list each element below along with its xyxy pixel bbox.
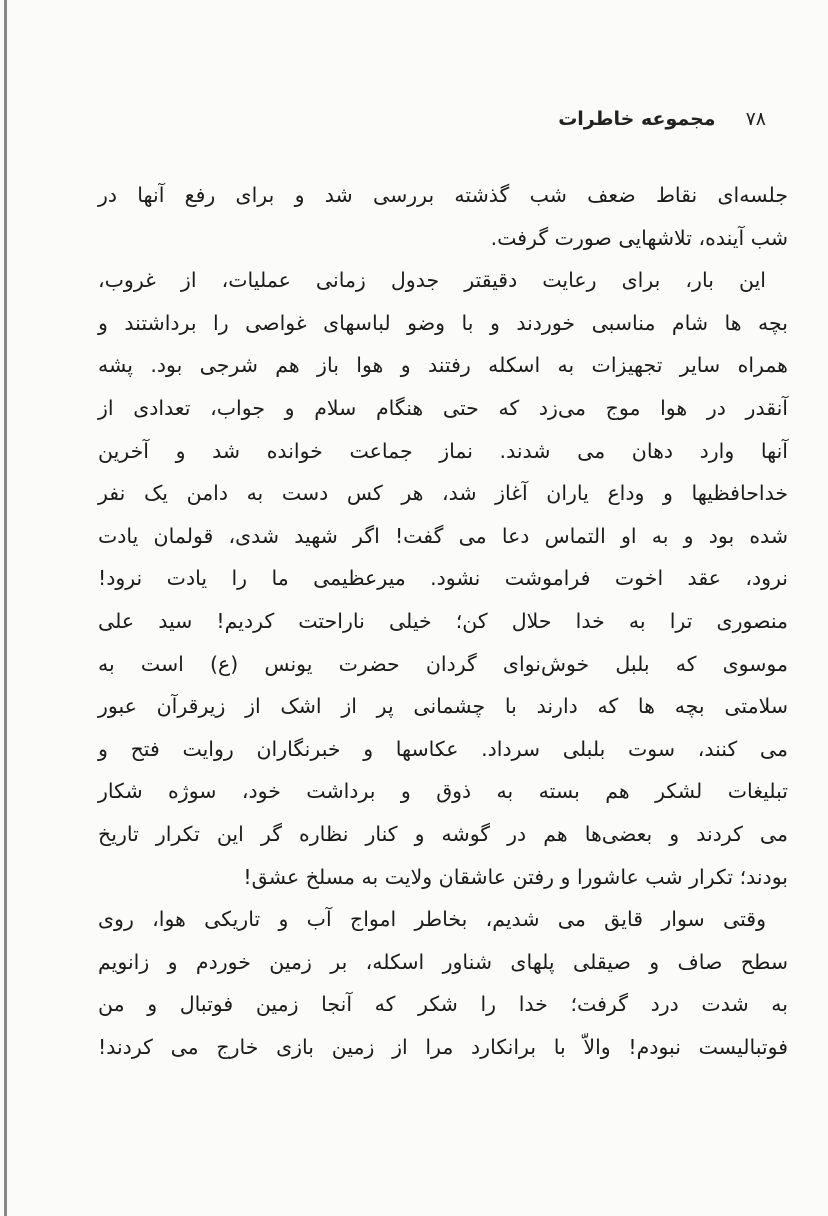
- text-line: خداحافظیها و وداع یاران آغاز شد، هر کس دست به دامن یک نفر: [98, 481, 788, 506]
- page-header: [558, 108, 766, 130]
- text-line: می کنند، سوت بلبلی سرداد. عکاسها و خبرنگاران روایت فتح و: [98, 736, 788, 761]
- text-line: بچه ها شام مناسبی خوردند و با وضو لباسهای غواصی را برداشتند و: [98, 310, 788, 335]
- text-line: سطح صاف و صیقلی پلهای شناور اسکله، بر زمین خوردم و زانویم: [98, 949, 788, 974]
- page-body: [98, 174, 788, 1068]
- scan-edge: [4, 0, 7, 1216]
- text-line: نرود، عقد اخوت فراموشت نشود. میرعظیمی ما را یادت نرود!: [98, 566, 788, 591]
- text-line: منصوری ترا به خدا حلال کن؛ خیلی ناراحتت کردیم! سید علی: [98, 608, 788, 633]
- text-line: این بار، برای رعایت دقیقتر جدول زمانی عملیات، از غروب،: [98, 268, 766, 293]
- text-line: بودند؛ تکرار شب عاشورا و رفتن عاشقان ولایت به مسلخ عشق!: [243, 864, 788, 889]
- text-line: فوتبالیست نبودم! والاّ با برانکارد مرا از زمین بازی خارج می کردند!: [98, 1034, 788, 1059]
- text-line: جلسه‌ای نقاط ضعف شب گذشته بررسی شد و برای رفع آنها در: [98, 183, 788, 207]
- text-line: همراه سایر تجهیزات به اسکله رفتند و هوا باز هم شرجی بود. پشه: [98, 353, 788, 378]
- text-line: موسوی که بلبل خوش‌نوای گردان حضرت یونس (ع) است به: [98, 651, 788, 676]
- text-line: سلامتی بچه ها که دارند با چشمانی پر از اشک از زیرقرآن عبور: [98, 694, 788, 719]
- text-line: به شدت درد گرفت؛ خدا را شکر که آنجا زمین فوتبال و من: [98, 992, 788, 1017]
- text-line: آنقدر در هوا موج می‌زد که حتی هنگام سلام و جواب، تعدادی از: [98, 395, 788, 420]
- text-line: تبلیغات لشکر هم بسته به ذوق و برداشت خود، سوژه شکار: [98, 779, 788, 804]
- text-line: می کردند و بعضی‌ها هم در گوشه و کنار نظاره گر این تکرار تاریخ: [98, 821, 788, 846]
- page-number: ۷۸: [745, 108, 766, 130]
- text-line: آنها وارد دهان می شدند. نماز جماعت خوانده شد و آخرین: [98, 438, 788, 463]
- running-title: مجموعه خاطرات: [558, 108, 716, 130]
- text-line: وقتی سوار قایق می شدیم، بخاطر امواج آب و تاریکی هوا، روی: [98, 907, 766, 932]
- text-line: شده بود و به او التماس دعا می گفت! اگر شهید شدی، قولمان یادت: [98, 523, 788, 548]
- text-line: شب آینده، تلاشهایی صورت گرفت.: [490, 225, 788, 250]
